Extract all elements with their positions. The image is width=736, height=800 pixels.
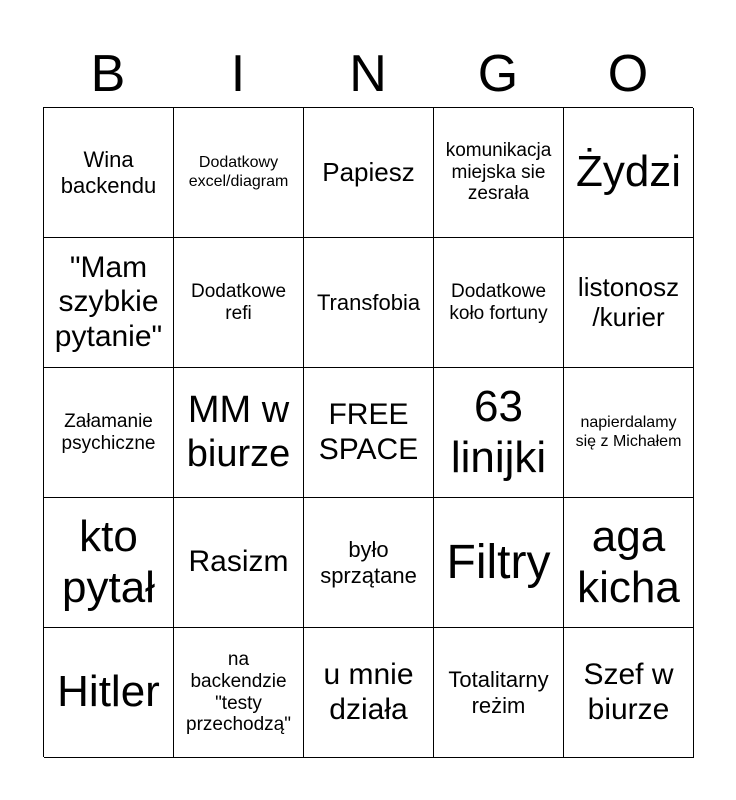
cell-text: Dodatkowy excel/diagram (188, 154, 289, 190)
bingo-cell-2-2[interactable] (174, 238, 304, 368)
cell-text: Totalitarny reżim (448, 667, 549, 718)
bingo-cell-5-2[interactable] (174, 628, 304, 758)
header-letter-i: I (230, 45, 246, 103)
bingo-header (43, 40, 693, 108)
cell-text: było sprzątane (320, 537, 417, 588)
bingo-cell-2-3[interactable] (304, 238, 434, 368)
bingo-cell-5-3[interactable] (304, 628, 434, 758)
bingo-cell-5-1[interactable] (44, 628, 174, 758)
cell-text: listonosz /kurier (577, 271, 680, 332)
cell-text: na backendzie "testy przechodzą" (186, 648, 291, 736)
header-letter-n: N (349, 45, 387, 103)
cell-text: Papiesz (322, 156, 415, 187)
bingo-cell-3-4[interactable] (434, 368, 564, 498)
cell-text: Rasizm (188, 545, 289, 579)
bingo-cell-4-5[interactable] (564, 498, 694, 628)
cell-text: Załamanie psychiczne (61, 410, 156, 454)
cell-text: komunikacja miejska sie zesrała (445, 139, 552, 205)
cell-text: napierdalamy się z Michałem (575, 414, 682, 450)
cell-text: aga kicha (577, 511, 680, 612)
bingo-cell-4-1[interactable] (44, 498, 174, 628)
cell-text: 63 linijki (450, 381, 547, 482)
bingo-cell-5-5[interactable] (564, 628, 694, 758)
bingo-cell-3-2[interactable] (174, 368, 304, 498)
bingo-cell-1-2[interactable] (174, 108, 304, 238)
bingo-cell-3-3[interactable] (304, 368, 434, 498)
bingo-cell-2-4[interactable] (434, 238, 564, 368)
cell-text: Dodatkowe refi (190, 280, 287, 324)
cell-text: FREE SPACE (318, 398, 419, 466)
bingo-cell-4-3[interactable] (304, 498, 434, 628)
bingo-cell-4-2[interactable] (174, 498, 304, 628)
bingo-cell-5-4[interactable] (434, 628, 564, 758)
cell-text: MM w biurze (186, 388, 291, 475)
header-letter-g: G (477, 45, 519, 103)
cell-text: Wina backendu (60, 147, 157, 198)
bingo-cell-2-5[interactable] (564, 238, 694, 368)
cell-text: Hitler (57, 667, 160, 717)
bingo-cell-3-5[interactable] (564, 368, 694, 498)
cell-text: Dodatkowe koło fortuny (449, 280, 548, 324)
header-letter-o: O (607, 45, 649, 103)
bingo-cell-2-1[interactable] (44, 238, 174, 368)
cell-text: Filtry (446, 535, 551, 589)
cell-text: Transfobia (316, 289, 421, 315)
cell-text: Żydzi (575, 147, 682, 197)
bingo-cell-1-1[interactable] (44, 108, 174, 238)
bingo-cell-1-5[interactable] (564, 108, 694, 238)
bingo-cell-3-1[interactable] (44, 368, 174, 498)
cell-text: u mnie działa (323, 658, 414, 726)
bingo-cell-1-4[interactable] (434, 108, 564, 238)
bingo-cell-4-4[interactable] (434, 498, 564, 628)
cell-text: kto pytał (62, 511, 155, 612)
header-letter-b: B (90, 45, 126, 103)
cell-text: "Mam szybkie pytanie" (54, 250, 163, 353)
bingo-board (43, 107, 693, 757)
cell-text: Szef w biurze (583, 658, 674, 726)
bingo-cell-1-3[interactable] (304, 108, 434, 238)
